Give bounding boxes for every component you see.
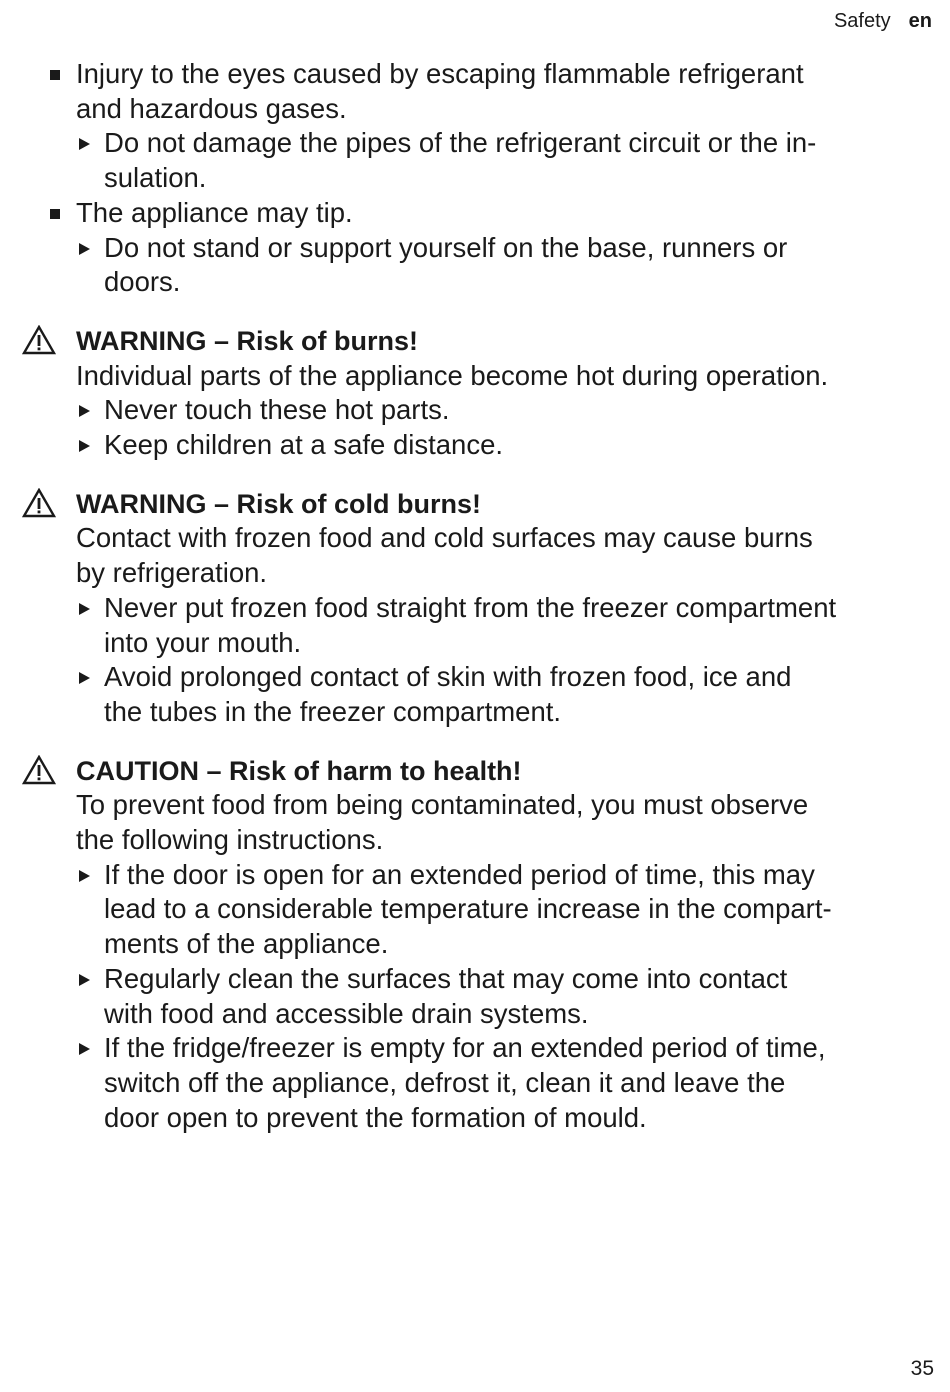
step-item-cont: lead to a considerable temperature increase in the compart-: [104, 893, 832, 925]
warning-text: by refrigeration.: [76, 557, 268, 589]
step-item: Keep children at a safe distance.: [0, 428, 950, 463]
page-content: [0, 57, 950, 1135]
triangle-arrow-icon: [79, 440, 90, 452]
square-bullet-icon: [50, 70, 60, 80]
triangle-arrow-icon: [79, 672, 90, 684]
step-item-cont: door open to prevent the formation of mould.: [104, 1101, 647, 1133]
section-title: Safety: [833, 10, 891, 32]
step-item-cont: with food and accessible drain systems.: [104, 997, 589, 1029]
warning-heading: WARNING – Risk of burns!: [0, 324, 950, 359]
square-bullet-icon: [50, 209, 60, 219]
step-item: Never put frozen food straight from the freezer compartment: [0, 591, 950, 626]
page-header: [834, 8, 932, 34]
step-item: If the door is open for an extended period of time, this may: [0, 858, 950, 893]
triangle-arrow-icon: [79, 405, 90, 417]
step-item-cont: the tubes in the freezer compartment.: [104, 695, 562, 727]
page-number: 35: [910, 1357, 934, 1380]
triangle-arrow-icon: [79, 974, 90, 986]
caution-text: the following instructions.: [76, 824, 384, 856]
step-item-cont: ments of the appliance.: [104, 928, 389, 960]
warning-heading: WARNING – Risk of cold burns!: [0, 487, 950, 522]
list-item-cont: and hazardous gases.: [76, 92, 347, 124]
step-item-cont: sulation.: [104, 162, 207, 194]
step-item-cont: into your mouth.: [104, 626, 302, 658]
step-item: Do not damage the pipes of the refrigerant circuit or the in-: [0, 126, 950, 161]
step-item: Never touch these hot parts.: [0, 393, 950, 428]
triangle-arrow-icon: [79, 138, 90, 150]
warning-triangle-icon: [22, 488, 56, 518]
step-item-cont: doors.: [104, 266, 181, 298]
step-item-cont: switch off the appliance, defrost it, clean it and leave the: [104, 1066, 786, 1098]
triangle-arrow-icon: [79, 870, 90, 882]
step-item: If the fridge/freezer is empty for an extended period of time,: [0, 1031, 950, 1066]
step-item: Avoid prolonged contact of skin with frozen food, ice and: [0, 660, 950, 695]
warning-triangle-icon: [22, 755, 56, 785]
step-item: Regularly clean the surfaces that may come into contact: [0, 962, 950, 997]
list-item: Injury to the eyes caused by escaping flammable refrigerant: [0, 57, 950, 92]
triangle-arrow-icon: [79, 603, 90, 615]
language-code: en: [908, 10, 932, 32]
caution-heading: CAUTION – Risk of harm to health!: [0, 754, 950, 789]
warning-text: Contact with frozen food and cold surfaces may cause burns: [76, 522, 813, 554]
caution-text: To prevent food from being contaminated, you must observe: [76, 789, 809, 821]
warning-text: Individual parts of the appliance become hot during operation.: [76, 359, 829, 391]
list-item: The appliance may tip.: [0, 196, 950, 231]
triangle-arrow-icon: [79, 243, 90, 255]
warning-triangle-icon: [22, 325, 56, 355]
triangle-arrow-icon: [79, 1043, 90, 1055]
step-item: Do not stand or support yourself on the base, runners or: [0, 231, 950, 266]
